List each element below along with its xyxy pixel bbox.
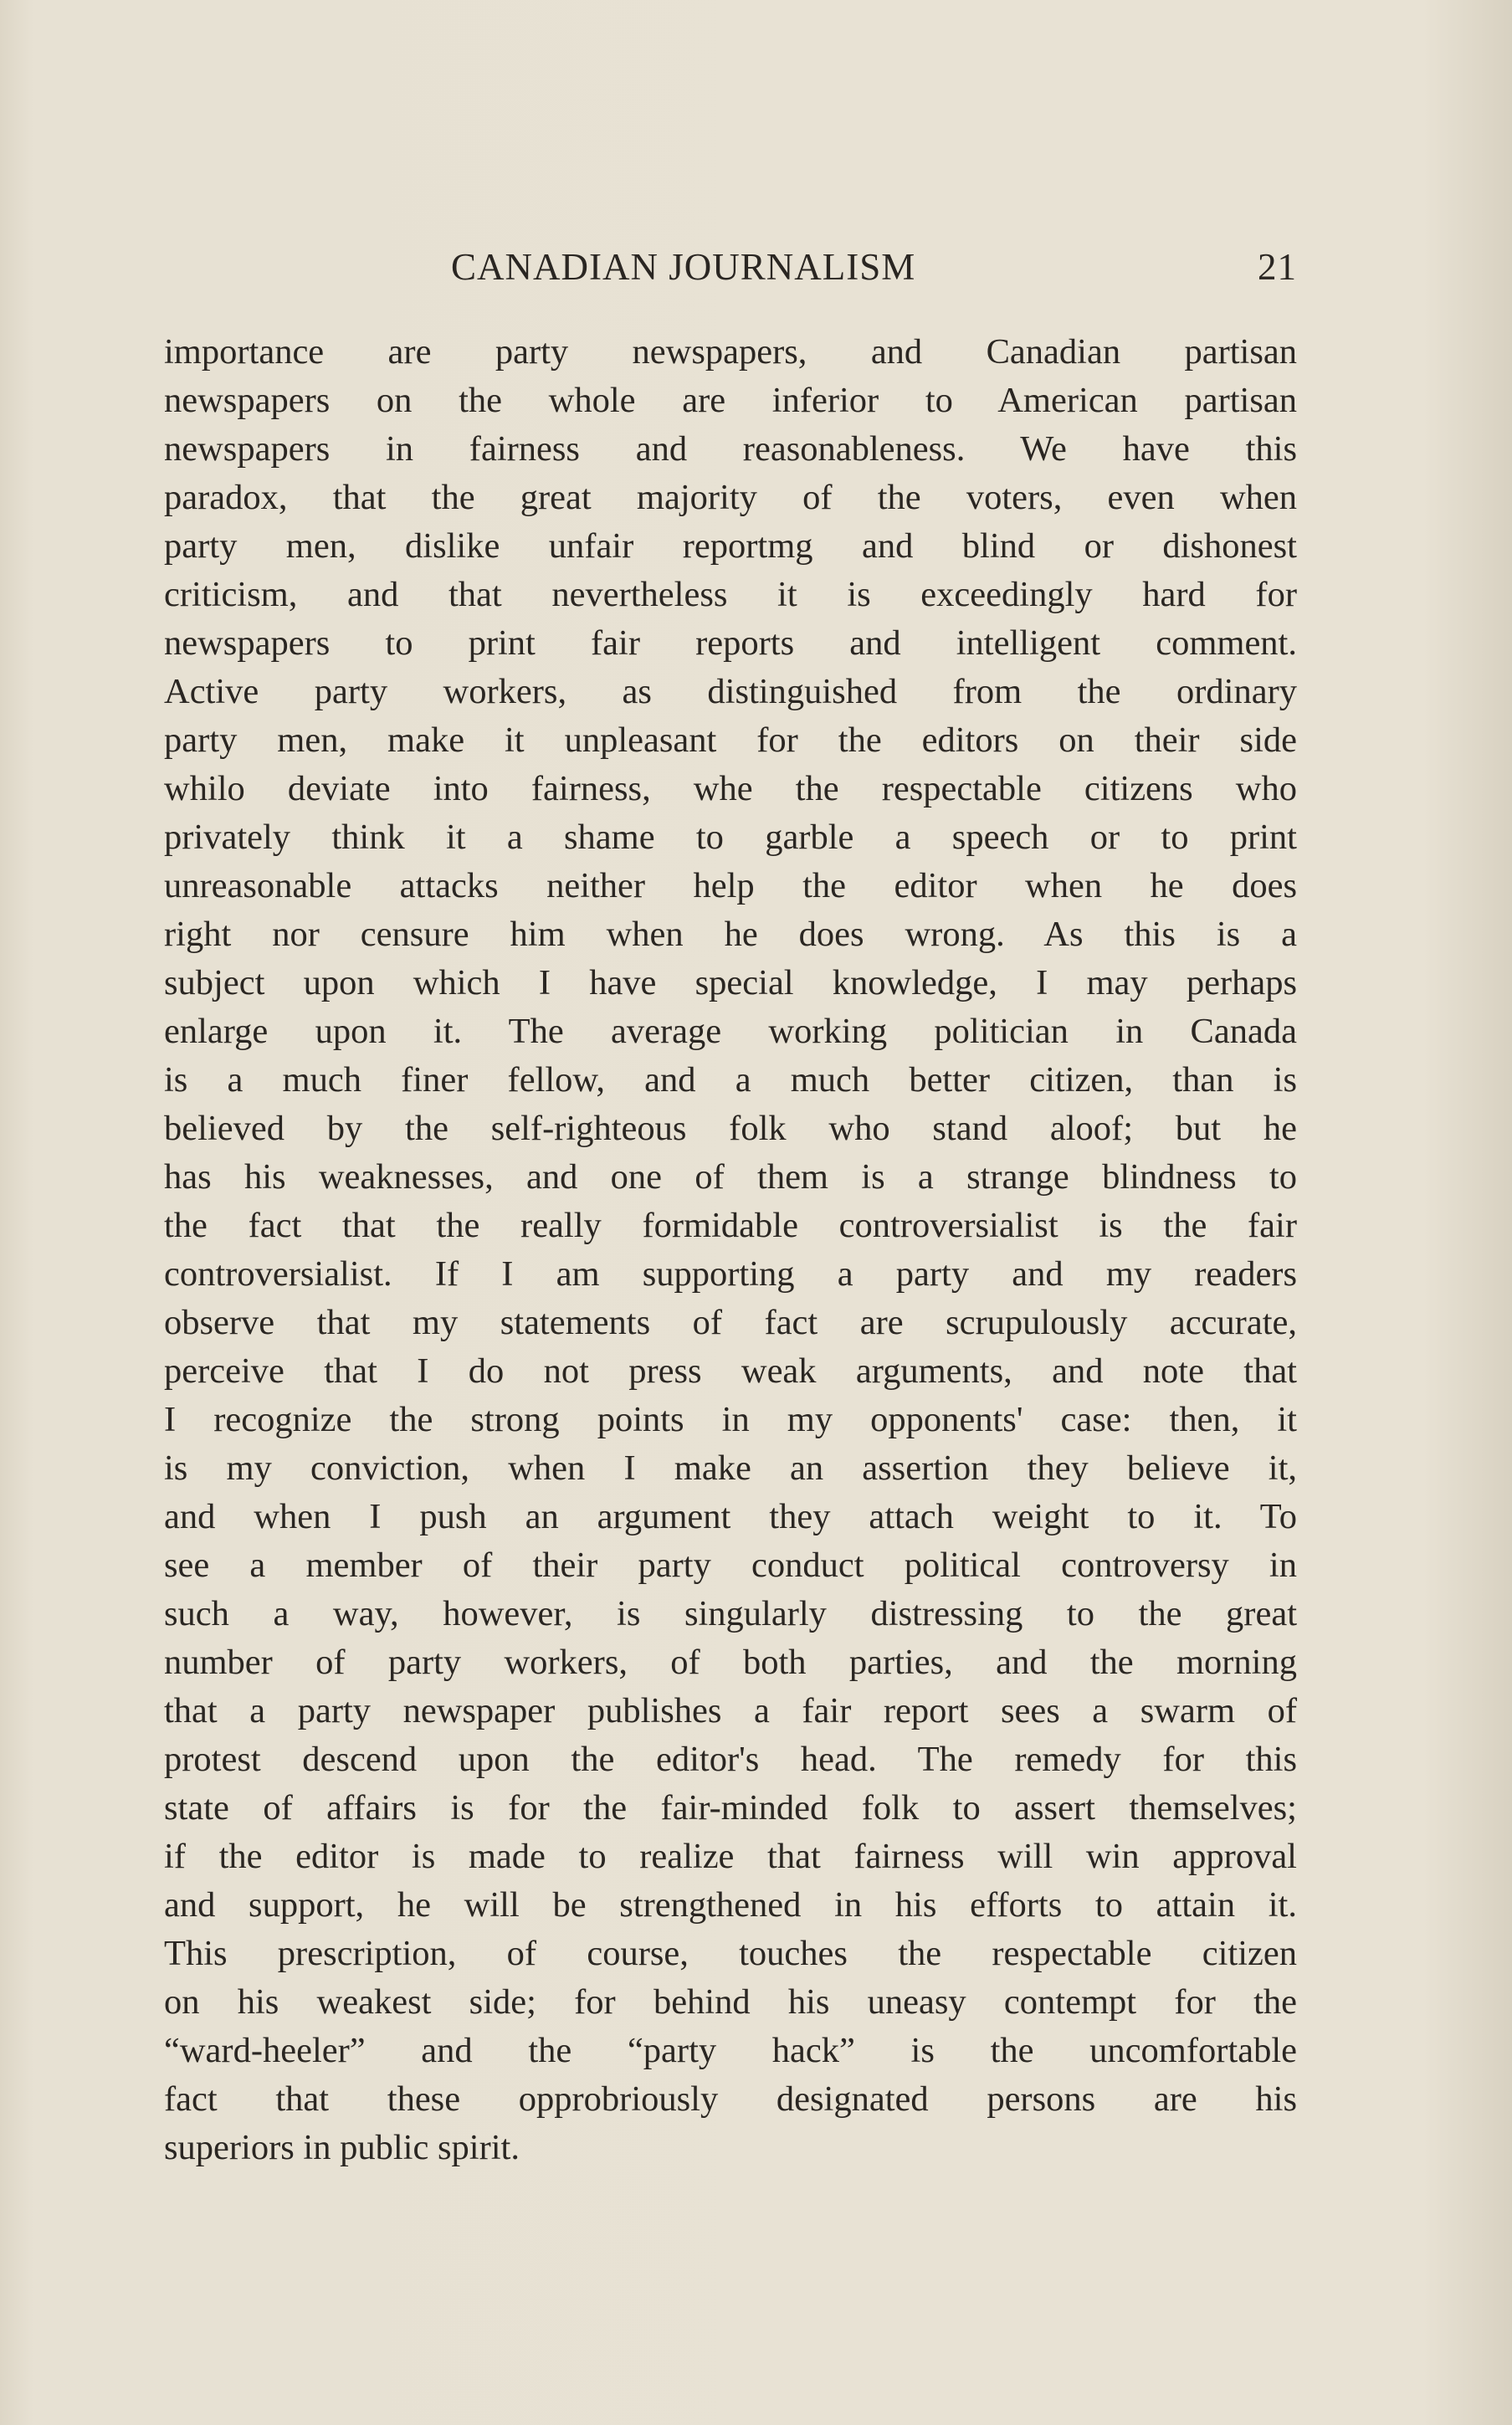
text-line: enlarge upon it. The average working politician in Canada (164, 1012, 1297, 1051)
text-line: and when I push an argument they attach weight to it. To (164, 1497, 1297, 1536)
text-line: and support, he will be strengthened in his efforts to attain it. (164, 1885, 1297, 1925)
running-head: CANADIAN JOURNALISM (451, 246, 916, 288)
text-line: if the editor is made to realize that fairness will win approval (164, 1837, 1297, 1876)
page-number: 21 (1258, 246, 1297, 288)
text-line: state of affairs is for the fair-minded folk to assert themselves; (164, 1788, 1297, 1828)
text-line: right nor censure him when he does wrong. As this is a (164, 915, 1297, 954)
text-line: This prescription, of course, touches the respectable citizen (164, 1934, 1297, 1973)
text-line: paradox, that the great majority of the voters, even when (164, 478, 1297, 517)
text-line: “ward-heeler” and the “party hack” is the uncomfortable (164, 2031, 1297, 2070)
text-line: privately think it a shame to garble a speech or to print (164, 818, 1297, 857)
text-line: newspapers in fairness and reasonableness. We have this (164, 429, 1297, 469)
text-line: has his weaknesses, and one of them is a strange blindness to (164, 1157, 1297, 1197)
body-text (164, 328, 1297, 2172)
text-line: protest descend upon the editor's head. The remedy for this (164, 1740, 1297, 1779)
text-line: Active party workers, as distinguished from the ordinary (164, 672, 1297, 711)
text-line: believed by the self-righteous folk who stand aloof; but he (164, 1109, 1297, 1148)
text-line: superiors in public spirit. (164, 2128, 520, 2167)
text-line: fact that these opprobriously designated persons are his (164, 2079, 1297, 2119)
text-line: the fact that the really formidable controversialist is the fair (164, 1206, 1297, 1245)
text-line: criticism, and that nevertheless it is exceedingly hard for (164, 575, 1297, 614)
text-line: observe that my statements of fact are scrupulously accurate, (164, 1303, 1297, 1342)
text-line: party men, dislike unfair reportmg and blind or dishonest (164, 526, 1297, 566)
text-line: importance are party newspapers, and Canadian partisan (164, 332, 1297, 372)
text-line: newspapers on the whole are inferior to American partisan (164, 381, 1297, 420)
text-line: such a way, however, is singularly distressing to the great (164, 1594, 1297, 1633)
text-line: unreasonable attacks neither help the editor when he does (164, 866, 1297, 905)
text-line: party men, make it unpleasant for the editors on their side (164, 720, 1297, 760)
text-line: newspapers to print fair reports and intelligent comment. (164, 623, 1297, 663)
text-line: subject upon which I have special knowledge, I may perhaps (164, 963, 1297, 1002)
text-line: on his weakest side; for behind his uneasy contempt for the (164, 1982, 1297, 2022)
text-line: controversialist. If I am supporting a party and my readers (164, 1254, 1297, 1294)
text-line: is a much finer fellow, and a much better citizen, than is (164, 1060, 1297, 1100)
text-line: number of party workers, of both parties, and the morning (164, 1643, 1297, 1682)
text-line: see a member of their party conduct political controversy in (164, 1546, 1297, 1585)
text-line: perceive that I do not press weak arguments, and note that (164, 1351, 1297, 1391)
text-line: that a party newspaper publishes a fair report sees a swarm of (164, 1691, 1297, 1730)
text-line: whilo deviate into fairness, whe the respectable citizens who (164, 769, 1297, 808)
text-line: is my conviction, when I make an assertion they believe it, (164, 1448, 1297, 1488)
page-header (164, 237, 1297, 297)
text-line: I recognize the strong points in my opponents' case: then, it (164, 1400, 1297, 1439)
